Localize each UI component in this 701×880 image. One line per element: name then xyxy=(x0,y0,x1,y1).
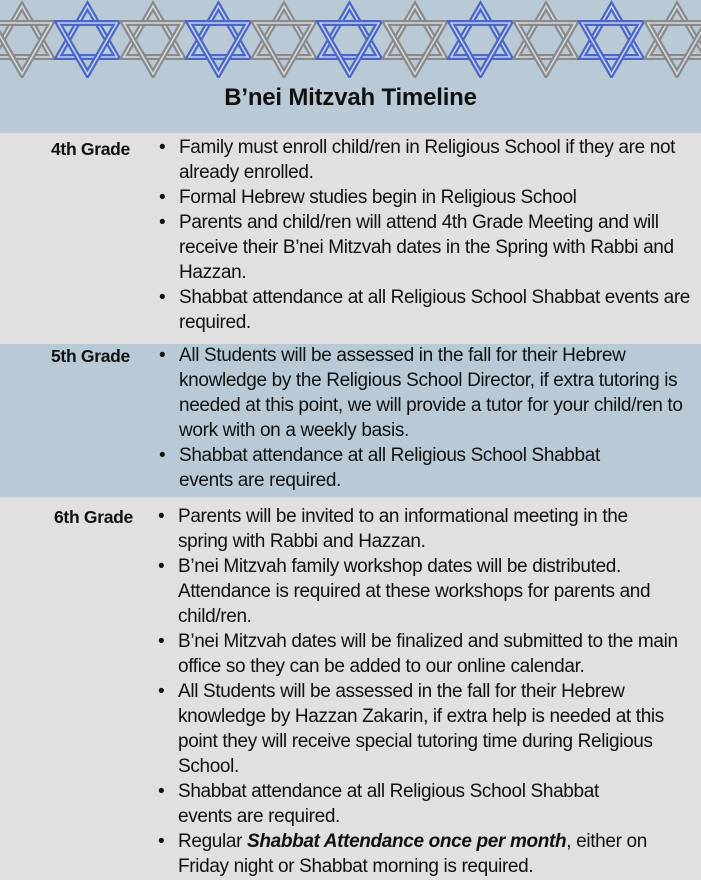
star-of-david-icon xyxy=(451,6,510,74)
grade-label: 6th Grade xyxy=(54,507,133,527)
star-of-david-icon xyxy=(58,6,117,74)
list-item: • Parents and child/ren will attend 4th Grade Meeting and will receive their B’nei Mitzvah dates in the Spring with Rabbi and Hazzan. xyxy=(179,210,679,285)
item-text: Regular xyxy=(178,831,248,852)
star-of-david-icon xyxy=(189,6,248,74)
list-item xyxy=(178,829,693,879)
grade-label: 5th Grade xyxy=(51,346,130,366)
star-of-david-icon xyxy=(0,6,51,74)
star-of-david-icon xyxy=(517,6,576,74)
requirements-list xyxy=(179,135,701,335)
requirements-list xyxy=(179,343,699,493)
star-of-david-icon xyxy=(255,6,314,74)
page-title: B’nei Mitzvah Timeline xyxy=(224,84,477,111)
star-border xyxy=(0,0,701,78)
requirements-list xyxy=(178,504,693,879)
section-4th-grade xyxy=(0,133,701,344)
list-item: • B’nei Mitzvah family workshop dates will be distributed. Attendance is required at these workshops for parents and child/ren. xyxy=(178,554,693,629)
star-of-david-icon xyxy=(648,6,701,74)
list-item: • Shabbat attendance at all Religious School Shabbat events are required. xyxy=(179,443,649,493)
list-item: • Parents will be invited to an informational meeting in the spring with Rabbi and Hazzan. xyxy=(178,504,633,554)
star-of-david-icon xyxy=(320,6,379,74)
list-item: • B’nei Mitzvah dates will be finalized and submitted to the main office so they can be added to our online calendar. xyxy=(178,629,693,679)
item-text: , either on Friday night or Shabbat morning is required. xyxy=(178,831,647,877)
section-5th-grade xyxy=(0,344,701,497)
list-item: • Formal Hebrew studies begin in Religious School xyxy=(179,185,701,210)
star-of-david-icon xyxy=(124,6,183,74)
grade-label: 4th Grade xyxy=(51,139,130,159)
emphasis-text: Shabbat Attendance once per month xyxy=(247,831,567,852)
list-item: • All Students will be assessed in the fall for their Hebrew knowledge by the Religious School Director, if extra tutoring is needed at this point, we will provide a tutor for your child/ren to work with on a weekly basis. xyxy=(179,343,699,443)
list-item: • All Students will be assessed in the fall for their Hebrew knowledge by Hazzan Zakarin, if extra help is needed at this point they will receive special tutoring time during Religious School. xyxy=(178,679,678,779)
star-of-david-icon xyxy=(582,6,641,74)
section-6th-grade xyxy=(0,497,701,880)
list-item: • Shabbat attendance at all Religious School Shabbat events are required. xyxy=(179,285,701,335)
star-of-david-icon xyxy=(386,6,445,74)
header-banner xyxy=(0,0,701,133)
list-item: • Shabbat attendance at all Religious School Shabbat events are required. xyxy=(178,779,648,829)
list-item: • Family must enroll child/ren in Religious School if they are not already enrolled. xyxy=(179,135,701,185)
